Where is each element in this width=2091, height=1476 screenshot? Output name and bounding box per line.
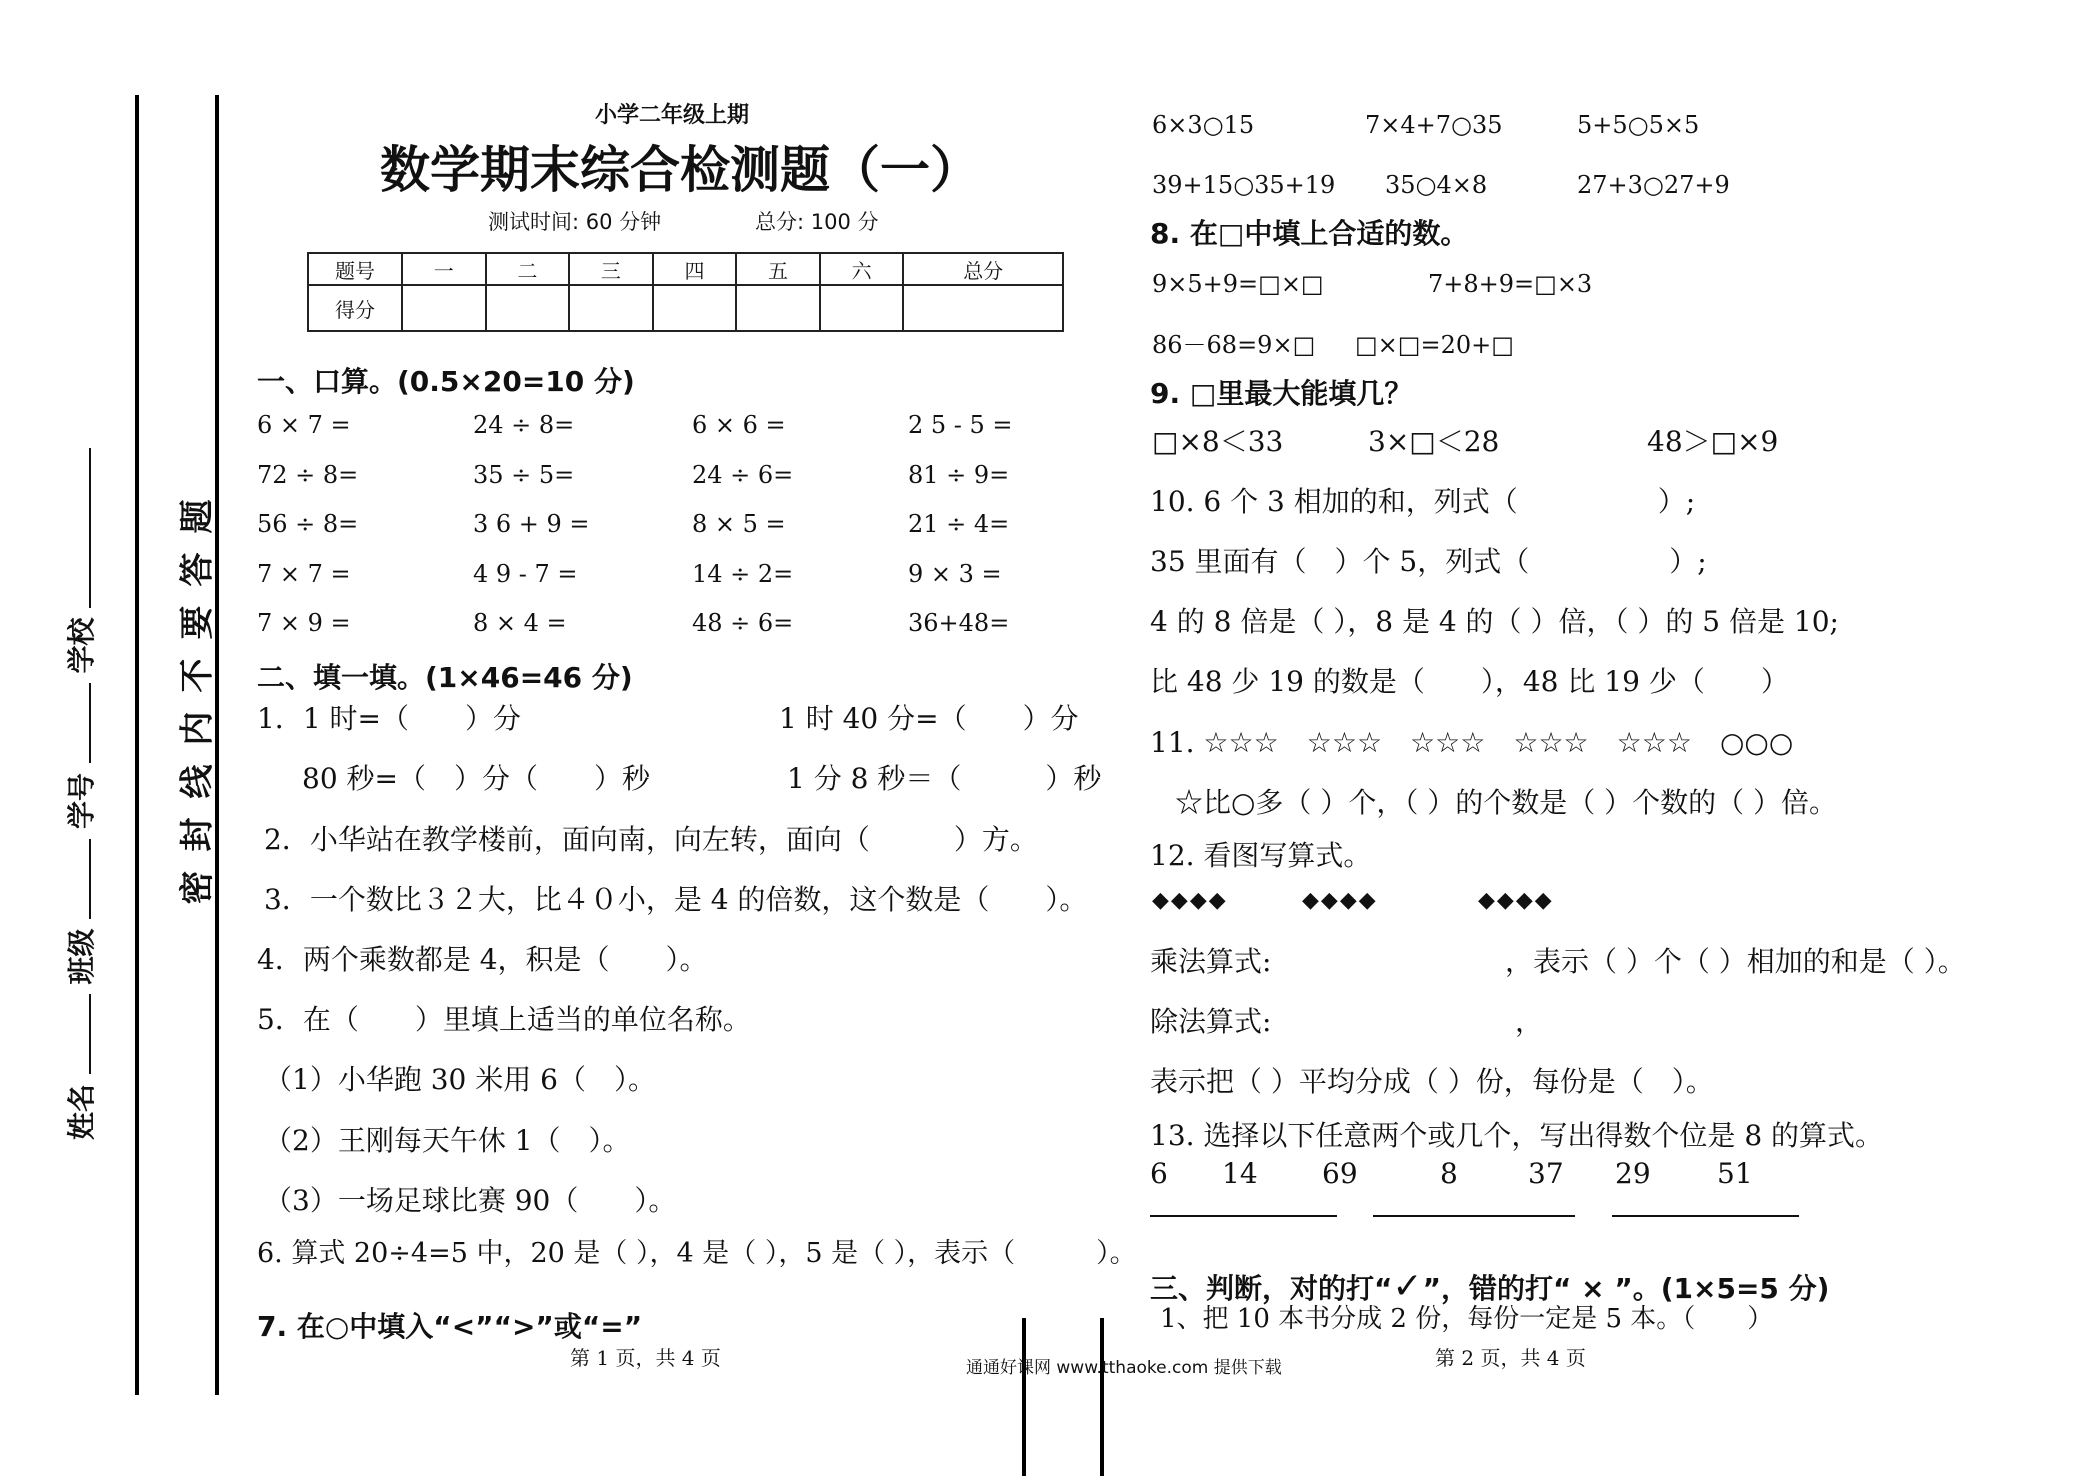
seal-char: 要 [177, 605, 218, 640]
section-1-heading: 一、口算。(0.5×20=10 分) [257, 365, 635, 398]
question-5: 5．在（ ）里填上适当的单位名称。 [257, 1003, 751, 1036]
score-header: 五 [736, 253, 820, 285]
number-option: 29 [1615, 1157, 1651, 1190]
name-blank[interactable] [89, 994, 91, 1074]
compare-item: 27+3○27+9 [1577, 171, 1730, 199]
answer-line[interactable] [1612, 1215, 1799, 1217]
grade-label: 小学二年级上期 [595, 103, 750, 128]
number-option: 69 [1322, 1157, 1358, 1190]
compare-item: 5+5○5×5 [1577, 111, 1700, 139]
calc-item: 8 × 5 = [692, 510, 786, 538]
class-blank[interactable] [89, 839, 91, 919]
question-10d: 比 48 少 19 的数是（ ），48 比 19 少（ ） [1150, 665, 1789, 698]
school-blank[interactable] [89, 448, 91, 608]
question-4: 4．两个乘数都是 4，积是（ ）。 [257, 943, 708, 976]
score-cell[interactable] [486, 285, 570, 331]
question-10c: 4 的 8 倍是（ ），8 是 4 的（ ）倍，（ ）的 5 倍是 10; [1150, 605, 1839, 638]
question-9: 9. □里最大能填几？ [1150, 377, 1413, 410]
calc-item: 6 × 6 = [692, 411, 786, 439]
calc-item: 35 ÷ 5= [473, 461, 575, 489]
question-11b: ☆比○多（ ）个，（ ）的个数是（ ）个数的（ ）倍。 [1175, 786, 1838, 819]
seal-char: 不 [177, 658, 218, 693]
seal-char: 密 [177, 870, 218, 905]
score-header: 题号 [308, 253, 402, 285]
seal-char: 封 [177, 817, 218, 852]
number-option: 14 [1222, 1157, 1258, 1190]
calc-item: 3 6 + 9 = [473, 510, 590, 538]
student-id-label: 学号 [65, 772, 98, 829]
total-score: 总分: 100 分 [755, 210, 879, 234]
score-cell[interactable] [820, 285, 904, 331]
score-header: 一 [402, 253, 486, 285]
compare-item: 6×3○15 [1152, 111, 1255, 139]
section-3-heading-start: 三、判断，对的打“ [1150, 1272, 1393, 1305]
calc-item: 36+48= [908, 609, 1010, 637]
question-2: 2．小华站在教学楼前，面向南，向左转，面向（ ）方。 [264, 823, 1038, 856]
question-11: 11. ☆☆☆ ☆☆☆ ☆☆☆ ☆☆☆ ☆☆☆ ○○○ [1150, 726, 1794, 759]
question-12: 12. 看图写算式。 [1150, 839, 1372, 872]
answer-line[interactable] [1150, 1215, 1337, 1217]
seal-char: 内 [177, 711, 218, 746]
page-number-right: 第 2 页，共 4 页 [1435, 1346, 1586, 1370]
compare-item: 35○4×8 [1385, 171, 1488, 199]
calc-item: 8 × 4 = [473, 609, 567, 637]
question-12a: 乘法算式: [1150, 945, 1272, 978]
diamond-group-1: ◆◆◆◆ [1152, 888, 1228, 913]
judge-1: 1、把 10 本书分成 2 份，每份一定是 5 本。（ ） [1160, 1304, 1774, 1334]
question-12a-tail: ，表示（ ）个（ ）相加的和是（ ）。 [1505, 945, 1966, 978]
seal-char: 线 [177, 764, 218, 799]
question-8b: 7+8+9=□×3 [1428, 270, 1593, 298]
question-8a: 9×5+9=□×□ [1152, 270, 1324, 298]
section-2-heading: 二、填一填。(1×46=46 分) [257, 661, 633, 694]
question-10a: 10. 6 个 3 相加的和，列式（ ）; [1150, 485, 1696, 518]
calc-item: 56 ÷ 8= [257, 510, 359, 538]
calc-item: 2 5 - 5 = [908, 411, 1013, 439]
score-cell[interactable] [736, 285, 820, 331]
question-12b-tail: ， [1515, 1005, 1544, 1038]
diamond-group-2: ◆◆◆◆ [1302, 888, 1378, 913]
score-header: 总分 [903, 253, 1063, 285]
question-9a: □×8＜33 [1152, 425, 1284, 458]
question-12c: 表示把（ ）平均分成（ ）份，每份是（ ）。 [1150, 1065, 1714, 1098]
calc-item: 48 ÷ 6= [692, 609, 794, 637]
binding-line-outer [135, 95, 139, 1395]
question-9b: 3×□＜28 [1368, 425, 1500, 458]
score-cell[interactable] [903, 285, 1063, 331]
school-label: 学校 [65, 617, 98, 674]
calc-item: 7 × 7 = [257, 560, 351, 588]
question-10b: 35 里面有（ ）个 5，列式（ ）; [1150, 545, 1707, 578]
number-option: 51 [1717, 1157, 1753, 1190]
calc-item: 6 × 7 = [257, 411, 351, 439]
name-label: 姓名 [65, 1083, 98, 1140]
calc-item: 21 ÷ 4= [908, 510, 1010, 538]
score-cell[interactable] [653, 285, 737, 331]
number-option: 6 [1150, 1157, 1168, 1190]
section-3-heading [1150, 1266, 1829, 1307]
question-1b: 1 时 40 分=（ ）分 [779, 702, 1079, 735]
question-3: 3．一个数比３２大，比４０小，是 4 的倍数，这个数是（ ）。 [264, 883, 1088, 916]
page-title: 数学期末综合检测题（一） [380, 141, 980, 199]
question-1a: 1．1 时=（ ）分 [257, 702, 521, 735]
score-cell[interactable] [402, 285, 486, 331]
question-5-2: （2）王刚每天午休 1（ ）。 [264, 1124, 631, 1157]
question-1d: 1 分 8 秒＝（ ）秒 [787, 762, 1102, 795]
class-label: 班级 [65, 928, 98, 985]
seal-char: 答 [177, 552, 218, 587]
score-row-label: 得分 [308, 285, 402, 331]
score-header: 三 [569, 253, 653, 285]
student-info-fields [60, 140, 100, 1140]
question-6: 6. 算式 20÷4=5 中，20 是（ ），4 是（ ），5 是（ ），表示（ ）。 [257, 1238, 1137, 1269]
question-8d: □×□=20+□ [1355, 331, 1514, 359]
footer-website: 通通好课网 www.tthaoke.com 提供下载 [966, 1358, 1282, 1378]
diamond-group-3: ◆◆◆◆ [1478, 888, 1554, 913]
question-5-3: （3）一场足球比赛 90（ ）。 [264, 1184, 677, 1217]
student-id-blank[interactable] [89, 683, 91, 763]
question-7: 7. 在○中填入“<”“>”或“=” [257, 1310, 643, 1343]
section-3-heading-end: ”，错的打“ × ”。(1×5=5 分) [1422, 1272, 1830, 1305]
number-option: 8 [1440, 1157, 1458, 1190]
seal-char: 题 [177, 499, 218, 534]
calc-item: 24 ÷ 8= [473, 411, 575, 439]
score-header: 六 [820, 253, 904, 285]
compare-item: 39+15○35+19 [1152, 171, 1336, 199]
question-13: 13. 选择以下任意两个或几个，写出得数个位是 8 的算式。 [1150, 1119, 1884, 1152]
calc-item: 9 × 3 = [908, 560, 1002, 588]
score-header: 四 [653, 253, 737, 285]
page-number-left: 第 1 页，共 4 页 [570, 1346, 721, 1370]
test-time: 测试时间: 60 分钟 [488, 210, 662, 234]
score-cell[interactable] [569, 285, 653, 331]
check-icon: ✓ [1392, 1266, 1423, 1307]
seal-warning [178, 490, 218, 914]
question-9c: 48＞□×9 [1647, 425, 1779, 458]
question-8c: 86－68=9×□ [1152, 331, 1316, 359]
question-8: 8. 在□中填上合适的数。 [1150, 217, 1469, 250]
score-table [307, 252, 1064, 332]
score-header: 二 [486, 253, 570, 285]
number-option: 37 [1528, 1157, 1564, 1190]
calc-item: 14 ÷ 2= [692, 560, 794, 588]
fold-line-left [1022, 1318, 1026, 1476]
question-12b: 除法算式: [1150, 1005, 1272, 1038]
question-5-1: （1）小华跑 30 米用 6（ ）。 [264, 1063, 656, 1096]
answer-line[interactable] [1373, 1215, 1575, 1217]
calc-item: 24 ÷ 6= [692, 461, 794, 489]
calc-item: 81 ÷ 9= [908, 461, 1010, 489]
calc-item: 7 × 9 = [257, 609, 351, 637]
fold-line-right [1100, 1318, 1104, 1476]
question-1c: 80 秒=（ ）分（ ）秒 [302, 762, 650, 795]
calc-item: 4 9 - 7 = [473, 560, 578, 588]
compare-item: 7×4+7○35 [1365, 111, 1503, 139]
calc-item: 72 ÷ 8= [257, 461, 359, 489]
